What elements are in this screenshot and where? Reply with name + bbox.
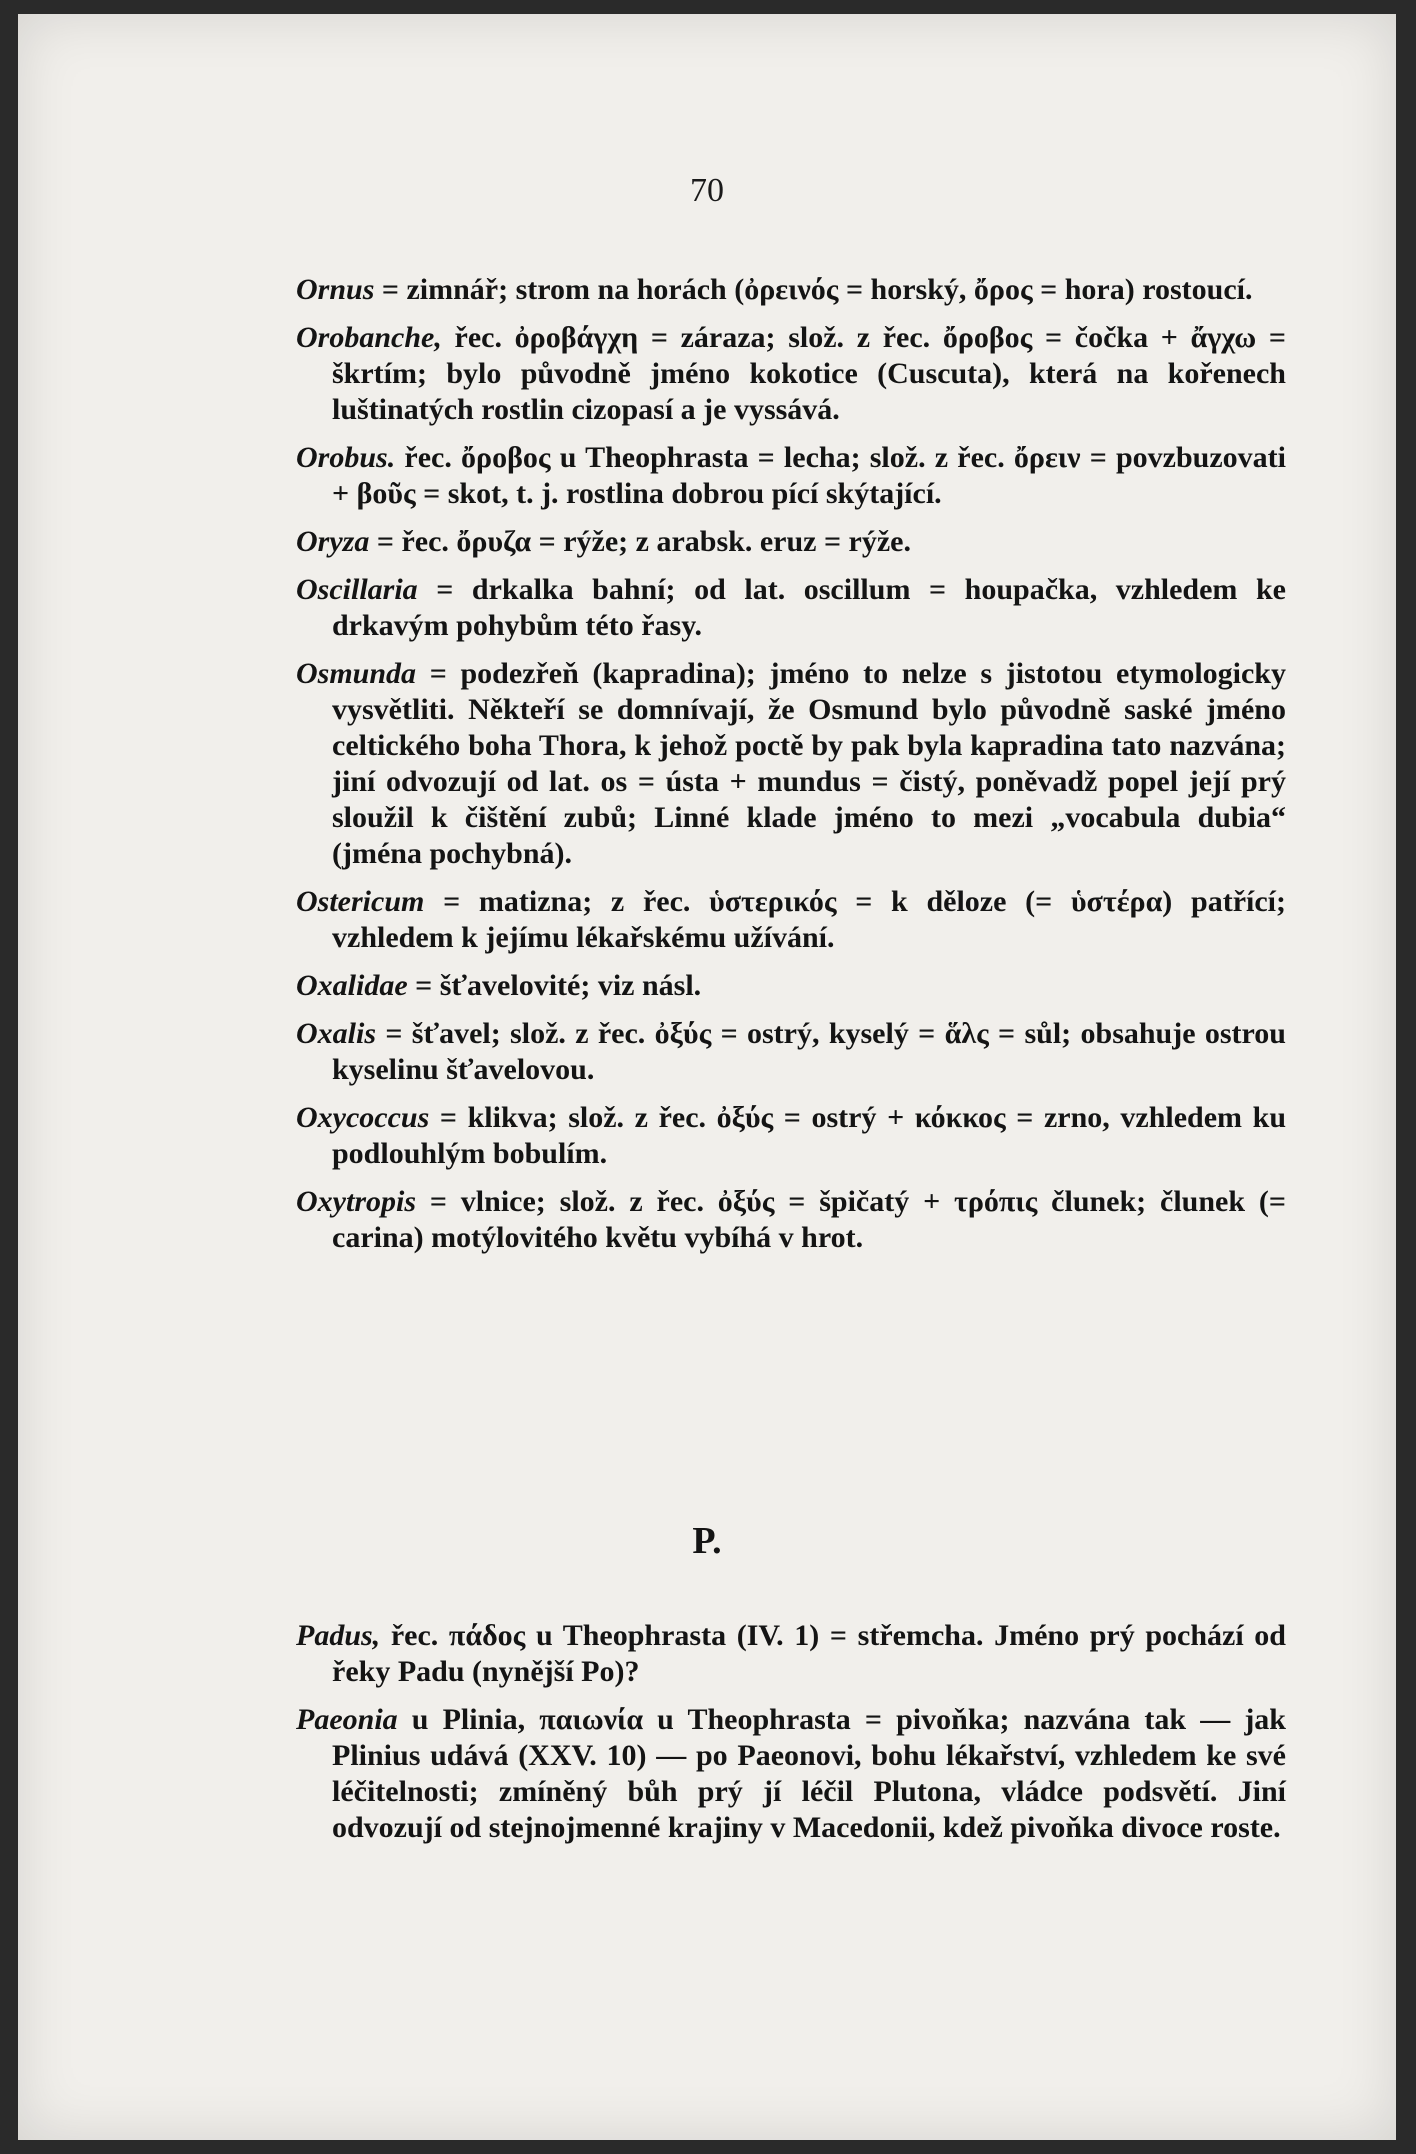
page-number: 70 xyxy=(690,172,724,209)
entry-definition: = matizna; z řec. ὑστερικός = k děloze (= ὑστέρα) patřící; vzhledem k jejímu lékařskému užívání. xyxy=(332,885,1286,954)
dictionary-entry xyxy=(296,272,1286,308)
dictionary-entry xyxy=(296,572,1286,644)
entry-definition: = klikva; slož. z řec. ὀξύς = ostrý + κόκκος = zrno, vzhledem ku podlouhlým bobulím. xyxy=(332,1101,1286,1170)
entry-term: Orobanche, xyxy=(296,321,442,354)
dictionary-entry xyxy=(296,968,1286,1004)
entry-term: Oxalidae xyxy=(296,969,408,1002)
dictionary-entry xyxy=(296,1184,1286,1256)
entry-term: Padus, xyxy=(296,1619,381,1652)
entry-term: Oxalis xyxy=(296,1017,377,1050)
dictionary-entry xyxy=(296,440,1286,512)
dictionary-entry xyxy=(296,1016,1286,1088)
entry-definition: řec. ὀροβάγχη = záraza; slož. z řec. ὄροβος = čočka + ἄγχω = škrtím; bylo původně jméno kokotice (Cuscuta), která na kořenech luštinatých rostlin cizopasí a je vyssává. xyxy=(332,321,1286,426)
entry-term: Osmunda xyxy=(296,657,417,690)
entry-term: Oxytropis xyxy=(296,1185,416,1218)
entry-definition: = podezřeň (kapradina); jméno to nelze s jistotou etymologicky vysvětliti. Někteří se domnívají, že Osmund bylo původně saské jméno celtického boha Thora, k jehož poctě by pak byla kapradina tato nazvána; jiní odvozují od lat. os = ústa + mundus = čistý, poněvadž popel její prý sloužil k čištění zubů; Linné klade jméno to mezi „vocabula dubia“ (jména pochybná). xyxy=(332,657,1286,870)
dictionary-entry xyxy=(296,884,1286,956)
entry-term: Ornus xyxy=(296,273,375,306)
dictionary-entry xyxy=(296,1702,1286,1846)
entry-definition: řec. ὄροβος u Theophrasta = lecha; slož. z řec. ὄρειν = povzbuzovati + βοῦς = skot, t. j. rostlina dobrou pící skýtající. xyxy=(332,441,1286,510)
entry-definition: = šťavel; slož. z řec. ὀξύς = ostrý, kyselý = ἅλς = sůl; obsahuje ostrou kyselinu šťavelovou. xyxy=(332,1017,1286,1086)
entry-term: Oscillaria xyxy=(296,573,418,606)
entry-term: Ostericum xyxy=(296,885,425,918)
entry-definition: = řec. ὄρυζα = rýže; z arabsk. eruz = rýže. xyxy=(369,525,911,558)
entry-definition: řec. πάδος u Theophrasta (IV. 1) = střemcha. Jméno prý pochází od řeky Padu (nynější Po)? xyxy=(332,1619,1286,1688)
book-page xyxy=(18,14,1396,2140)
entry-definition: = zimnář; strom na horách (ὀρεινός = horský, ὄρος = hora) rostoucí. xyxy=(374,273,1253,306)
entry-term: Oxycoccus xyxy=(296,1101,430,1134)
entry-definition: = drkalka bahní; od lat. oscillum = houpačka, vzhledem ke drkavým pohybům této řasy. xyxy=(332,573,1286,642)
entry-term: Oryza xyxy=(296,525,370,558)
section-heading: P. xyxy=(692,1520,722,1562)
entry-definition: u Plinia, παιωνία u Theophrasta = pivoňka; nazvána tak — jak Plinius udává (XXV. 10) — po Paeonovi, bohu lékařství, vzhledem ke své léčitelnosti; zmíněný bůh prý jí léčil Plutona, vládce podsvětí. Jiní odvozují od stejnojmenné krajiny v Macedonii, kdež pivoňka divoce roste. xyxy=(332,1703,1286,1844)
dictionary-entry xyxy=(296,524,1286,560)
entries-p xyxy=(296,1618,1286,1858)
dictionary-entry xyxy=(296,656,1286,872)
entry-term: Paeonia xyxy=(296,1703,398,1736)
dictionary-entry xyxy=(296,320,1286,428)
entry-definition: = vlnice; slož. z řec. ὀξύς = špičatý + τρόπις člunek; člunek (= carina) motýlovitého květu vybíhá v hrot. xyxy=(332,1185,1286,1254)
entry-definition: = šťavelovité; viz násl. xyxy=(407,969,702,1002)
dictionary-entry xyxy=(296,1100,1286,1172)
dictionary-entry xyxy=(296,1618,1286,1690)
entry-term: Orobus. xyxy=(296,441,396,474)
entries-o xyxy=(296,272,1286,1268)
